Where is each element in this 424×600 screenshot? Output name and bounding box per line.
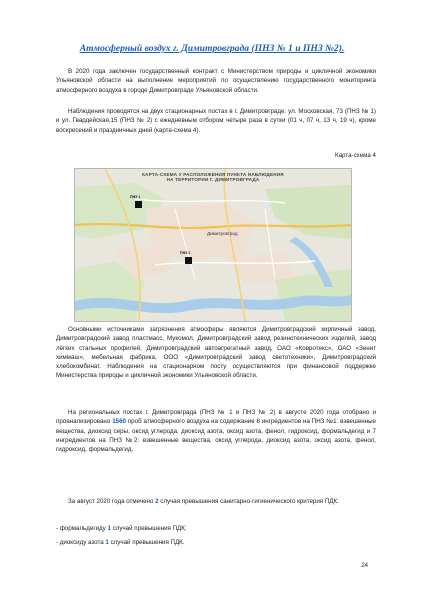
- map-image: [74, 168, 352, 322]
- paragraph-observations: Наблюдения проводятся на двух стационарных постах в г. Димитровграде: ул. Московская, 73 (ПНЗ № 1) и ул. Гвардейская,15 (ПНЗ № 2) с ежедневным отбором четыре раза в сутки (01 ч, 07 ч, 13 ч, 19 ч), кроме воскресений и праздничных дней (карта-схема 4).: [56, 108, 376, 134]
- sample-count: 1560: [112, 418, 126, 426]
- map-title: КАРТА-СХЕМА У РАСПОЛОЖЕНИЯ ПУНКТА НАБЛЮДЕНИЯ НА ТЕРРИТОРИИ Г. ДИМИТРОВГРАДА: [142, 172, 284, 183]
- exceedance-count: 2: [155, 498, 159, 505]
- page-title: Атмосферный воздух г. Димитровграда (ПНЗ № 1 и ПНЗ №2).: [79, 43, 345, 54]
- paragraph-exceedances: За август 2020 года отмечено 2 случая превышения санитарно-гигиенического критерия ПДК:: [68, 498, 339, 505]
- map-graphic: [75, 169, 351, 321]
- map-city-label: Димитровград: [207, 231, 238, 236]
- paragraph-contract: В 2020 года заключен государственный контракт с Министерством природы и цикличной экономики Ульяновской области на выполнение мероприятий по осуществлению государственного мониторинга атмосферного воздуха в городе Димитровграде Ульяновской области.: [56, 68, 376, 94]
- list-item: - диоксиду азота 1 случай превышения ПДК.: [56, 539, 185, 546]
- map-caption: Карта-схема 4: [334, 152, 376, 159]
- map-post-2-label: ПНЗ 2: [180, 251, 191, 255]
- paragraph-pollution-sources: Основными источниками загрязнения атмосферы являются Димитровградский кирпичный завод, Димитровградский завод пластмасс, Мукомол, Димитровградский завод резинотехнических изделий, завод лёгких стальных профилей, Димитровградский автоагрегатный завод, ОАО «Ковротекс», ОАО «Зенит химмаш», мебельная фабрика, ООО «Димитровградский завод светотехники», Димитровградский хлебокомбинат. Наблюдения на стационарном посту осуществляются при финансовой поддержке Министерства природы и цикличной экономики Ульяновской области.: [56, 326, 376, 380]
- map-post-1-label: ПНЗ 1: [130, 195, 141, 199]
- list-item: - формальдегиду 1 случай превышения ПДК;: [56, 525, 187, 532]
- paragraph-samples: На региональных постах г. Димитровграда (ПНЗ № 1 и ПНЗ № 2) в августе 2020 года отобрано и проанализировано 1560 проб атмосферного воздуха на содержание 8 ингредиентов на ПНЗ №1: взвешенные вещества, диоксид серы, оксид углерода, диоксид азота, оксид азота, фенол, гидроксид, формальдегид и 7 ингредиентов на ПНЗ №2: взвешенные вещества, оксид углерода, диоксид азота, оксид азота, фенол, гидроксид, формальдегид.: [56, 409, 376, 454]
- page-number: 24: [361, 563, 368, 569]
